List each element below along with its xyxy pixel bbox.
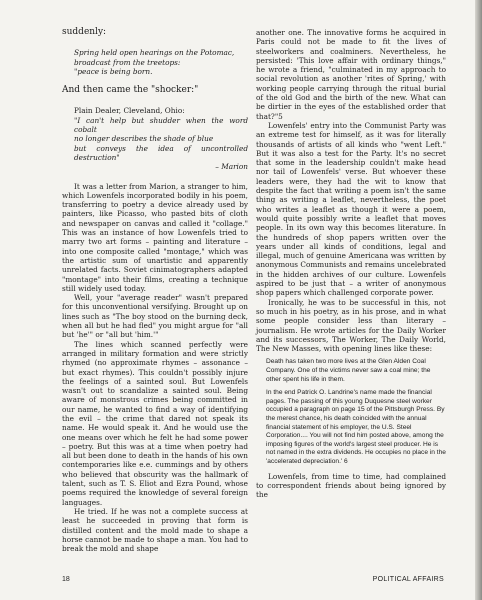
poem-line: but conveys the idea of uncontrolled destruction" [74,143,248,162]
left-column [62,28,248,553]
body-paragraph: The lines which scanned perfectly were arranged in military formation and were strictly rhymed (no approximate rhymes – assonance – but exact rhymes). This couldn't possibly injure the feelings of a sainted soul. But Lowenfels wasn't out to scandalize a sainted soul. Being aware of monstrous crimes being committed in our name, he wanted to find a way of identifying the evil – the crime that dared not speak its name. He would speak it. And he would use the one means over which he felt he had some power – poetry. But this was at a time when poetry had all but been done to death in the hands of his own contemporaries like e.e. cummings and by others who believed that obscurity was the hallmark of talent, such as T. S. Eliot and Ezra Pound, whose poems required the knowledge of several foreign languages. [62,339,248,507]
poem-line: "I can't help but shudder when the word cobalt [74,115,248,135]
page-number: 18 [62,576,70,583]
body-paragraph: another one. The innovative forms he acquired in Paris could not be made to fit the lives of steelworkers and coalminers. Nevertheless, he persisted: 'This love affair with ordinary things," he wrote a friend, "culminated in my approach to social revolution as another 'rites of Spring,' with working people carrying through the ritual burial of the old God and the birth of the new. What can be dirtier in the eyes of the established order that that?"5 [256,28,446,121]
poem-line: "peace is being born. [74,66,153,76]
lead-line: And then came the "shocker:" [62,85,199,96]
lead-line: suddenly: [62,27,107,37]
poem-excerpt-1 [62,48,248,76]
right-column [256,28,446,499]
poem-heading-text: Plain Dealer, Cleveland, Ohio: [74,106,185,116]
body-paragraph: Lowenfels, from time to time, had complained to correspondent friends about being ignored by the [256,471,446,500]
body-paragraph: It was a letter from Marion, a stranger to him, which Lowenfels incorporated bodily in his poem, transferring to poetry a device already used by painters, like Picasso, who pasted bits of cloth and newspaper on canvas and called it "collage." This was an instance of how Lowenfels tried to marry two art forms – painting and literature – into one composite called "montage," which was the artistic sum of unartistic and apparently unrelated facts. Soviet cinimatographers adapted "montage" into their films, creating a technique still widely used today. [62,181,248,293]
poem-line: broadcast from the treetops: [74,57,181,67]
body-paragraph: He tried. If he was not a complete success at least he succeeded in proving that form is distilled content and the mold made to shape a horse cannot be made to shape a man. You had to break the mold and shape [62,506,248,554]
body-paragraph: Well, your "average reader" wasn't prepared for this unconventional versifying. Brought up on lines such as "The boy stood on the burning deck, when all but he had fled" you might argue for "all but 'he'" or "all but 'him.'" [62,293,248,340]
page-binding-edge [475,0,482,600]
block-quote: In the end Patrick O. Landrine's name made the financial pages. The passing of this young Duquesne steel worker occupied a paragraph on page 15 of the Pittsburgh Press. By the merest chance, his death coincided with the annual financial statement of his employer, the U.S. Steel Corporation.... You will not find him posted above, among the imposing figures of the world's largest steel producer. He is not named in the extra dividends. He occupies no place in the 'accelerated depreciation.' 6 [266,389,446,465]
poem-line: Spring held open hearings on the Potomac, [74,48,235,58]
poem-excerpt-2 [62,106,248,171]
block-quote: Death has taken two more lives at the Glen Alden Coal Company. One of the victims never saw a coal mine; the other spent his life in them. [266,358,431,383]
poem-heading [74,106,248,115]
poem-attribution: – Marion [215,162,248,172]
body-paragraph: Ironically, he was to be successful in this, not so much in his poetry, as in his prose, and in what some people consider less than literary – journalism. He wrote articles for the Daily Worker and its successors, The Worker, The Daily World, The New Masses, with opening lines like these: [256,297,446,354]
body-paragraph: Lowenfels' entry into the Communist Party was an extreme test for himself, as it was for literally thousands of artists of all kinds who "went Left." But it was also a test for the Party. It's no secret that some in the leadership couldn't make head nor tail of Lowenfels' verse. But whoever these leaders were, they had the wit to know that despite the fact that writing a poem isn't the same thing as writing a leaflet, nevertheless, the poet who writes a leaflet as though it were a poem, would quite possibly write a leaflet that moves people. In its own way this becomes literature. In the hundreds of shop papers written over the years under all kinds of conditions, legal and illegal, much of genuine Americana was written by anonymous Communists and remains uncelebrated in the hidden archives of our culture. Lowenfels aspired to be just that – a writer of anonymous shop papers which challenged corporate power. [256,120,446,298]
magazine-name: POLITICAL AFFAIRS [372,576,444,583]
poem-line: no longer describes the shade of blue [74,134,214,144]
